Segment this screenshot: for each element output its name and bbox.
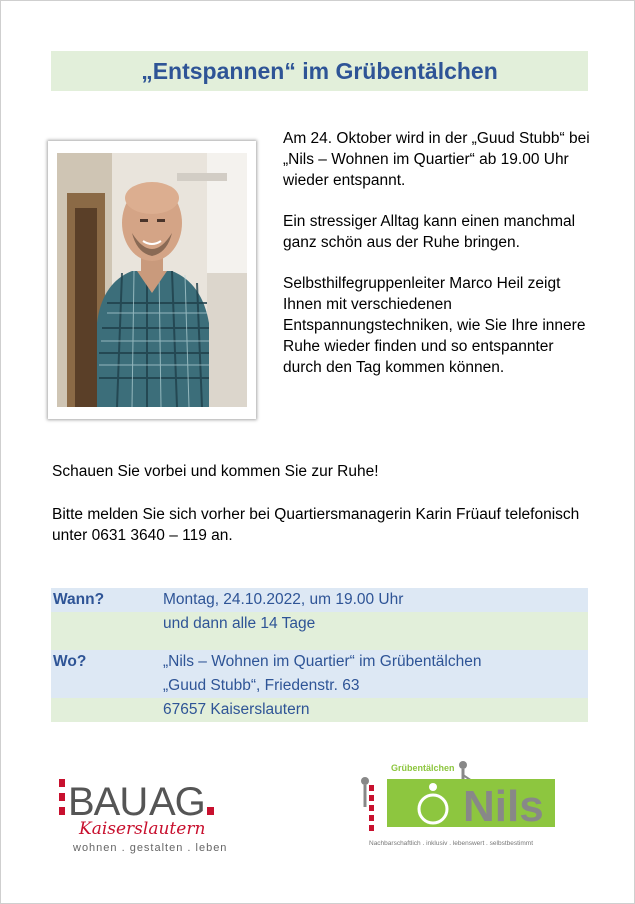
svg-text:wohnen . gestalten . leben: wohnen . gestalten . leben (73, 842, 228, 854)
info-spacer (51, 636, 588, 650)
bauag-logo (59, 771, 249, 856)
intro-paragraph: Ein stressiger Alltag kann einen manchmal ganz schön aus der Ruhe bringen. (283, 213, 576, 251)
where-value: „Nils – Wohnen im Quartier“ im Grübentälchen (163, 653, 482, 670)
body-paragraph: Bitte melden Sie sich vorher bei Quartiersmanagerin Karin Früauf telefonisch unter 0631 3640 – 119 an. (52, 506, 580, 544)
where-label: Wo? (53, 653, 87, 670)
intro-paragraph: Selbsthilfegruppenleiter Marco Heil zeigt Ihnen mit verschiedenen Entspannungstechniken, wie Sie Ihre innere Ruhe wieder finden und so entspannter durch den Tag kommen können. (283, 275, 586, 376)
page-title: „Entspannen“ im Grübentälchen (141, 57, 498, 84)
svg-text:Nils: Nils (463, 782, 544, 831)
title-banner (51, 51, 588, 91)
intro-text (283, 128, 593, 398)
when-label: Wann? (53, 591, 105, 608)
info-row (51, 650, 588, 674)
body-text (52, 461, 612, 568)
when-value: Montag, 24.10.2022, um 19.00 Uhr (163, 591, 404, 608)
where-value: „Guud Stubb“, Friedenstr. 63 (163, 677, 360, 694)
portrait-photo (57, 153, 247, 407)
info-row (51, 588, 588, 612)
body-paragraph: Schauen Sie vorbei und kommen Sie zur Ruhe! (52, 463, 379, 480)
when-value: und dann alle 14 Tage (163, 615, 316, 632)
info-row (51, 612, 588, 636)
nils-logo (351, 757, 571, 857)
info-row (51, 698, 588, 722)
svg-text:AG: AG (149, 780, 205, 824)
svg-text:Kaiserslautern: Kaiserslautern (79, 819, 206, 839)
svg-text:BAU: BAU (68, 780, 148, 824)
photo-frame (48, 141, 256, 419)
intro-paragraph: Am 24. Oktober wird in der „Guud Stubb“ bei „Nils – Wohnen im Quartier“ ab 19.00 Uhr wieder entspannt. (283, 130, 590, 189)
svg-text:Nachbarschaftlich . inklusiv .: Nachbarschaftlich . inklusiv . lebenswert . selbstbestimmt (369, 840, 534, 847)
where-value: 67657 Kaiserslautern (163, 701, 310, 718)
event-info-table (51, 588, 588, 722)
svg-text:Grübentälchen: Grübentälchen (391, 763, 455, 773)
info-row (51, 674, 588, 698)
